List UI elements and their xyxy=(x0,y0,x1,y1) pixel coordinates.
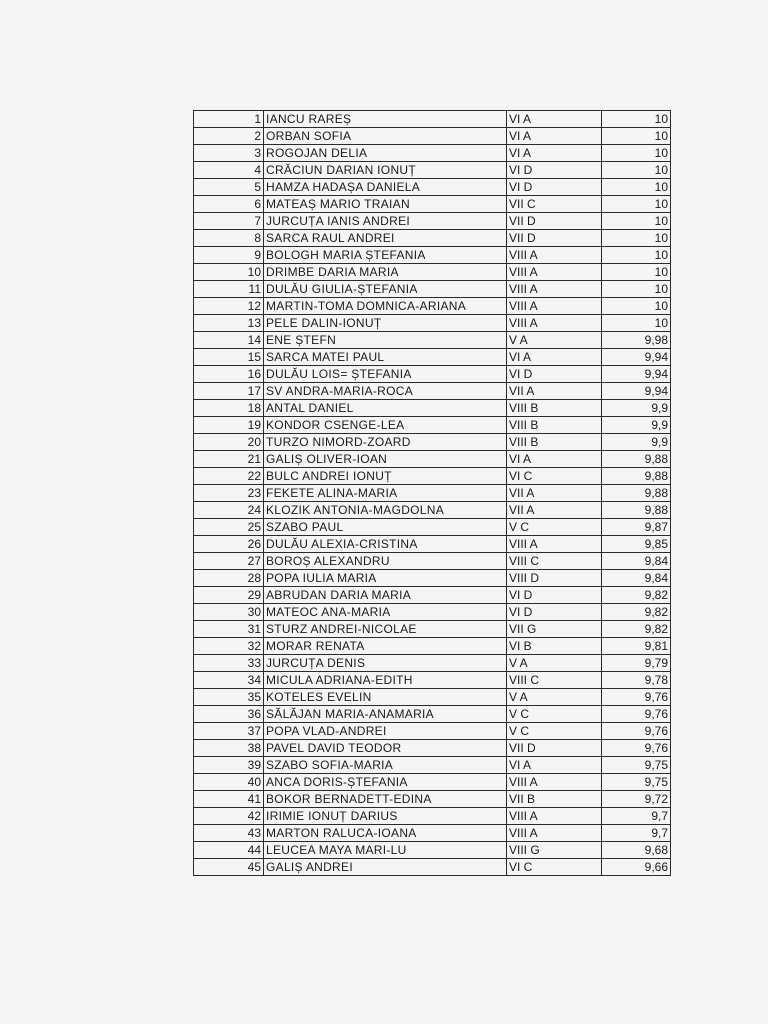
grade-average: 10 xyxy=(602,145,671,162)
student-name: LEUCEA MAYA MARI-LU xyxy=(264,842,507,859)
class-name: VI A xyxy=(507,451,602,468)
row-number: 8 xyxy=(194,230,264,247)
grade-average: 9,76 xyxy=(602,706,671,723)
table-row xyxy=(194,247,671,264)
student-name: BULC ANDREI IONUȚ xyxy=(264,468,507,485)
student-name: MATEAȘ MARIO TRAIAN xyxy=(264,196,507,213)
class-name: VIII A xyxy=(507,315,602,332)
grade-average: 9,9 xyxy=(602,434,671,451)
grade-average: 10 xyxy=(602,196,671,213)
class-name: VI D xyxy=(507,587,602,604)
class-name: VIII D xyxy=(507,570,602,587)
student-name: POPA IULIA MARIA xyxy=(264,570,507,587)
class-name: VII C xyxy=(507,196,602,213)
student-name: KONDOR CSENGE-LEA xyxy=(264,417,507,434)
student-name: JURCUȚA IANIS ANDREI xyxy=(264,213,507,230)
table-row xyxy=(194,689,671,706)
student-name: BOKOR BERNADETT-EDINA xyxy=(264,791,507,808)
class-name: VI C xyxy=(507,859,602,876)
row-number: 16 xyxy=(194,366,264,383)
class-name: VIII B xyxy=(507,434,602,451)
student-name: BOROȘ ALEXANDRU xyxy=(264,553,507,570)
row-number: 45 xyxy=(194,859,264,876)
student-name: GALIȘ OLIVER-IOAN xyxy=(264,451,507,468)
class-name: VI D xyxy=(507,604,602,621)
grade-average: 9,81 xyxy=(602,638,671,655)
class-name: V A xyxy=(507,689,602,706)
grade-average: 10 xyxy=(602,264,671,281)
table-row xyxy=(194,570,671,587)
grade-average: 9,82 xyxy=(602,604,671,621)
row-number: 35 xyxy=(194,689,264,706)
student-name: ROGOJAN DELIA xyxy=(264,145,507,162)
grade-average: 10 xyxy=(602,298,671,315)
grade-average: 10 xyxy=(602,281,671,298)
grade-average: 9,7 xyxy=(602,825,671,842)
grade-average: 9,98 xyxy=(602,332,671,349)
row-number: 15 xyxy=(194,349,264,366)
student-name: PELE DALIN-IONUȚ xyxy=(264,315,507,332)
student-name: KOTELES EVELIN xyxy=(264,689,507,706)
row-number: 21 xyxy=(194,451,264,468)
grade-average: 9,88 xyxy=(602,451,671,468)
grade-average: 9,68 xyxy=(602,842,671,859)
grade-average: 9,76 xyxy=(602,723,671,740)
student-name: MICULA ADRIANA-EDITH xyxy=(264,672,507,689)
row-number: 17 xyxy=(194,383,264,400)
class-name: V A xyxy=(507,332,602,349)
class-name: VI A xyxy=(507,757,602,774)
row-number: 31 xyxy=(194,621,264,638)
table-row xyxy=(194,604,671,621)
table-row xyxy=(194,434,671,451)
table-row xyxy=(194,383,671,400)
row-number: 11 xyxy=(194,281,264,298)
table-row xyxy=(194,587,671,604)
results-table xyxy=(193,110,671,876)
row-number: 34 xyxy=(194,672,264,689)
grade-average: 9,72 xyxy=(602,791,671,808)
class-name: VI A xyxy=(507,128,602,145)
row-number: 5 xyxy=(194,179,264,196)
student-name: TURZO NIMORD-ZOARD xyxy=(264,434,507,451)
grade-average: 9,82 xyxy=(602,587,671,604)
row-number: 13 xyxy=(194,315,264,332)
table-row xyxy=(194,349,671,366)
class-name: VII D xyxy=(507,213,602,230)
class-name: V C xyxy=(507,519,602,536)
row-number: 24 xyxy=(194,502,264,519)
grade-average: 9,7 xyxy=(602,808,671,825)
table-row xyxy=(194,672,671,689)
class-name: VI B xyxy=(507,638,602,655)
class-name: VII D xyxy=(507,740,602,757)
grade-average: 10 xyxy=(602,247,671,264)
student-name: PAVEL DAVID TEODOR xyxy=(264,740,507,757)
row-number: 14 xyxy=(194,332,264,349)
row-number: 44 xyxy=(194,842,264,859)
student-name: ENE ȘTEFN xyxy=(264,332,507,349)
class-name: VII A xyxy=(507,502,602,519)
table-row xyxy=(194,757,671,774)
table-row xyxy=(194,179,671,196)
student-name: SARCA RAUL ANDREI xyxy=(264,230,507,247)
class-name: VII A xyxy=(507,485,602,502)
grade-average: 9,88 xyxy=(602,468,671,485)
table-row xyxy=(194,332,671,349)
class-name: VIII A xyxy=(507,264,602,281)
grade-average: 10 xyxy=(602,315,671,332)
row-number: 32 xyxy=(194,638,264,655)
table-row xyxy=(194,162,671,179)
class-name: VIII A xyxy=(507,281,602,298)
table-row xyxy=(194,366,671,383)
table-row xyxy=(194,128,671,145)
row-number: 23 xyxy=(194,485,264,502)
table-row xyxy=(194,213,671,230)
row-number: 38 xyxy=(194,740,264,757)
table-row xyxy=(194,417,671,434)
grade-average: 9,75 xyxy=(602,757,671,774)
student-name: JURCUȚA DENIS xyxy=(264,655,507,672)
class-name: VII A xyxy=(507,383,602,400)
grade-average: 9,94 xyxy=(602,366,671,383)
table-row xyxy=(194,859,671,876)
class-name: VII B xyxy=(507,791,602,808)
row-number: 4 xyxy=(194,162,264,179)
grade-average: 9,75 xyxy=(602,774,671,791)
table-row xyxy=(194,230,671,247)
student-name: KLOZIK ANTONIA-MAGDOLNA xyxy=(264,502,507,519)
grade-average: 9,9 xyxy=(602,400,671,417)
table-row xyxy=(194,502,671,519)
student-name: SV ANDRA-MARIA-ROCA xyxy=(264,383,507,400)
class-name: VIII B xyxy=(507,417,602,434)
row-number: 26 xyxy=(194,536,264,553)
student-name: BOLOGH MARIA ȘTEFANIA xyxy=(264,247,507,264)
class-name: VIII A xyxy=(507,774,602,791)
row-number: 3 xyxy=(194,145,264,162)
table-row xyxy=(194,536,671,553)
grade-average: 10 xyxy=(602,162,671,179)
class-name: VIII A xyxy=(507,825,602,842)
table-row xyxy=(194,740,671,757)
student-name: GALIȘ ANDREI xyxy=(264,859,507,876)
row-number: 1 xyxy=(194,111,264,128)
student-name: MORAR RENATA xyxy=(264,638,507,655)
row-number: 39 xyxy=(194,757,264,774)
class-name: VI D xyxy=(507,366,602,383)
table-row xyxy=(194,400,671,417)
row-number: 29 xyxy=(194,587,264,604)
row-number: 33 xyxy=(194,655,264,672)
table-row xyxy=(194,145,671,162)
row-number: 19 xyxy=(194,417,264,434)
grade-average: 9,79 xyxy=(602,655,671,672)
table-row xyxy=(194,451,671,468)
student-name: SARCA MATEI PAUL xyxy=(264,349,507,366)
class-name: VI A xyxy=(507,145,602,162)
grade-average: 9,9 xyxy=(602,417,671,434)
student-name: SZABO SOFIA-MARIA xyxy=(264,757,507,774)
class-name: VI C xyxy=(507,468,602,485)
grade-average: 10 xyxy=(602,111,671,128)
class-name: V C xyxy=(507,706,602,723)
class-name: VI D xyxy=(507,179,602,196)
class-name: VIII A xyxy=(507,247,602,264)
table-row xyxy=(194,519,671,536)
grade-average: 10 xyxy=(602,128,671,145)
class-name: VIII A xyxy=(507,808,602,825)
student-name: DRIMBE DARIA MARIA xyxy=(264,264,507,281)
class-name: VIII A xyxy=(507,536,602,553)
student-name: HAMZA HADAȘA DANIELA xyxy=(264,179,507,196)
row-number: 40 xyxy=(194,774,264,791)
row-number: 27 xyxy=(194,553,264,570)
student-name: MARTIN-TOMA DOMNICA-ARIANA xyxy=(264,298,507,315)
student-name: IRIMIE IONUȚ DARIUS xyxy=(264,808,507,825)
row-number: 10 xyxy=(194,264,264,281)
row-number: 9 xyxy=(194,247,264,264)
row-number: 36 xyxy=(194,706,264,723)
grade-average: 9,66 xyxy=(602,859,671,876)
row-number: 22 xyxy=(194,468,264,485)
grade-average: 9,76 xyxy=(602,689,671,706)
class-name: VII D xyxy=(507,230,602,247)
student-name: IANCU RAREȘ xyxy=(264,111,507,128)
table-row xyxy=(194,468,671,485)
table-row xyxy=(194,196,671,213)
table-row xyxy=(194,264,671,281)
table-row xyxy=(194,842,671,859)
student-name: DULĂU ALEXIA-CRISTINA xyxy=(264,536,507,553)
results-table-body xyxy=(194,111,671,876)
student-name: CRĂCIUN DARIAN IONUȚ xyxy=(264,162,507,179)
table-row xyxy=(194,655,671,672)
student-name: POPA VLAD-ANDREI xyxy=(264,723,507,740)
table-row xyxy=(194,791,671,808)
row-number: 37 xyxy=(194,723,264,740)
grade-average: 10 xyxy=(602,179,671,196)
student-name: MATEOC ANA-MARIA xyxy=(264,604,507,621)
row-number: 42 xyxy=(194,808,264,825)
student-name: FEKETE ALINA-MARIA xyxy=(264,485,507,502)
grade-average: 9,88 xyxy=(602,485,671,502)
row-number: 30 xyxy=(194,604,264,621)
table-row xyxy=(194,638,671,655)
class-name: VIII C xyxy=(507,553,602,570)
table-row xyxy=(194,706,671,723)
grade-average: 9,87 xyxy=(602,519,671,536)
row-number: 43 xyxy=(194,825,264,842)
class-name: VIII B xyxy=(507,400,602,417)
class-name: VIII G xyxy=(507,842,602,859)
table-row xyxy=(194,808,671,825)
class-name: VI A xyxy=(507,111,602,128)
table-row xyxy=(194,553,671,570)
table-row xyxy=(194,315,671,332)
table-row xyxy=(194,281,671,298)
student-name: ANCA DORIS-ȘTEFANIA xyxy=(264,774,507,791)
student-name: ORBAN SOFIA xyxy=(264,128,507,145)
grade-average: 9,84 xyxy=(602,553,671,570)
class-name: VI A xyxy=(507,349,602,366)
row-number: 25 xyxy=(194,519,264,536)
row-number: 20 xyxy=(194,434,264,451)
row-number: 18 xyxy=(194,400,264,417)
student-name: MARTON RALUCA-IOANA xyxy=(264,825,507,842)
class-name: VIII C xyxy=(507,672,602,689)
class-name: VIII A xyxy=(507,298,602,315)
grade-average: 10 xyxy=(602,230,671,247)
student-name: DULĂU GIULIA-ȘTEFANIA xyxy=(264,281,507,298)
row-number: 28 xyxy=(194,570,264,587)
row-number: 41 xyxy=(194,791,264,808)
table-row xyxy=(194,723,671,740)
student-name: ANTAL DANIEL xyxy=(264,400,507,417)
table-row xyxy=(194,485,671,502)
grade-average: 9,94 xyxy=(602,383,671,400)
table-row xyxy=(194,774,671,791)
row-number: 2 xyxy=(194,128,264,145)
student-name: ABRUDAN DARIA MARIA xyxy=(264,587,507,604)
class-name: VI D xyxy=(507,162,602,179)
student-name: DULĂU LOIS= ȘTEFANIA xyxy=(264,366,507,383)
grade-average: 9,94 xyxy=(602,349,671,366)
student-name: SZABO PAUL xyxy=(264,519,507,536)
class-name: V C xyxy=(507,723,602,740)
grade-average: 9,82 xyxy=(602,621,671,638)
grade-average: 9,84 xyxy=(602,570,671,587)
student-name: SĂLĂJAN MARIA-ANAMARIA xyxy=(264,706,507,723)
table-row xyxy=(194,111,671,128)
student-name: STURZ ANDREI-NICOLAE xyxy=(264,621,507,638)
table-row xyxy=(194,621,671,638)
row-number: 6 xyxy=(194,196,264,213)
grade-average: 9,88 xyxy=(602,502,671,519)
grade-average: 9,76 xyxy=(602,740,671,757)
grade-average: 10 xyxy=(602,213,671,230)
class-name: VII G xyxy=(507,621,602,638)
table-row xyxy=(194,298,671,315)
grade-average: 9,85 xyxy=(602,536,671,553)
table-row xyxy=(194,825,671,842)
class-name: V A xyxy=(507,655,602,672)
row-number: 12 xyxy=(194,298,264,315)
grade-average: 9,78 xyxy=(602,672,671,689)
row-number: 7 xyxy=(194,213,264,230)
